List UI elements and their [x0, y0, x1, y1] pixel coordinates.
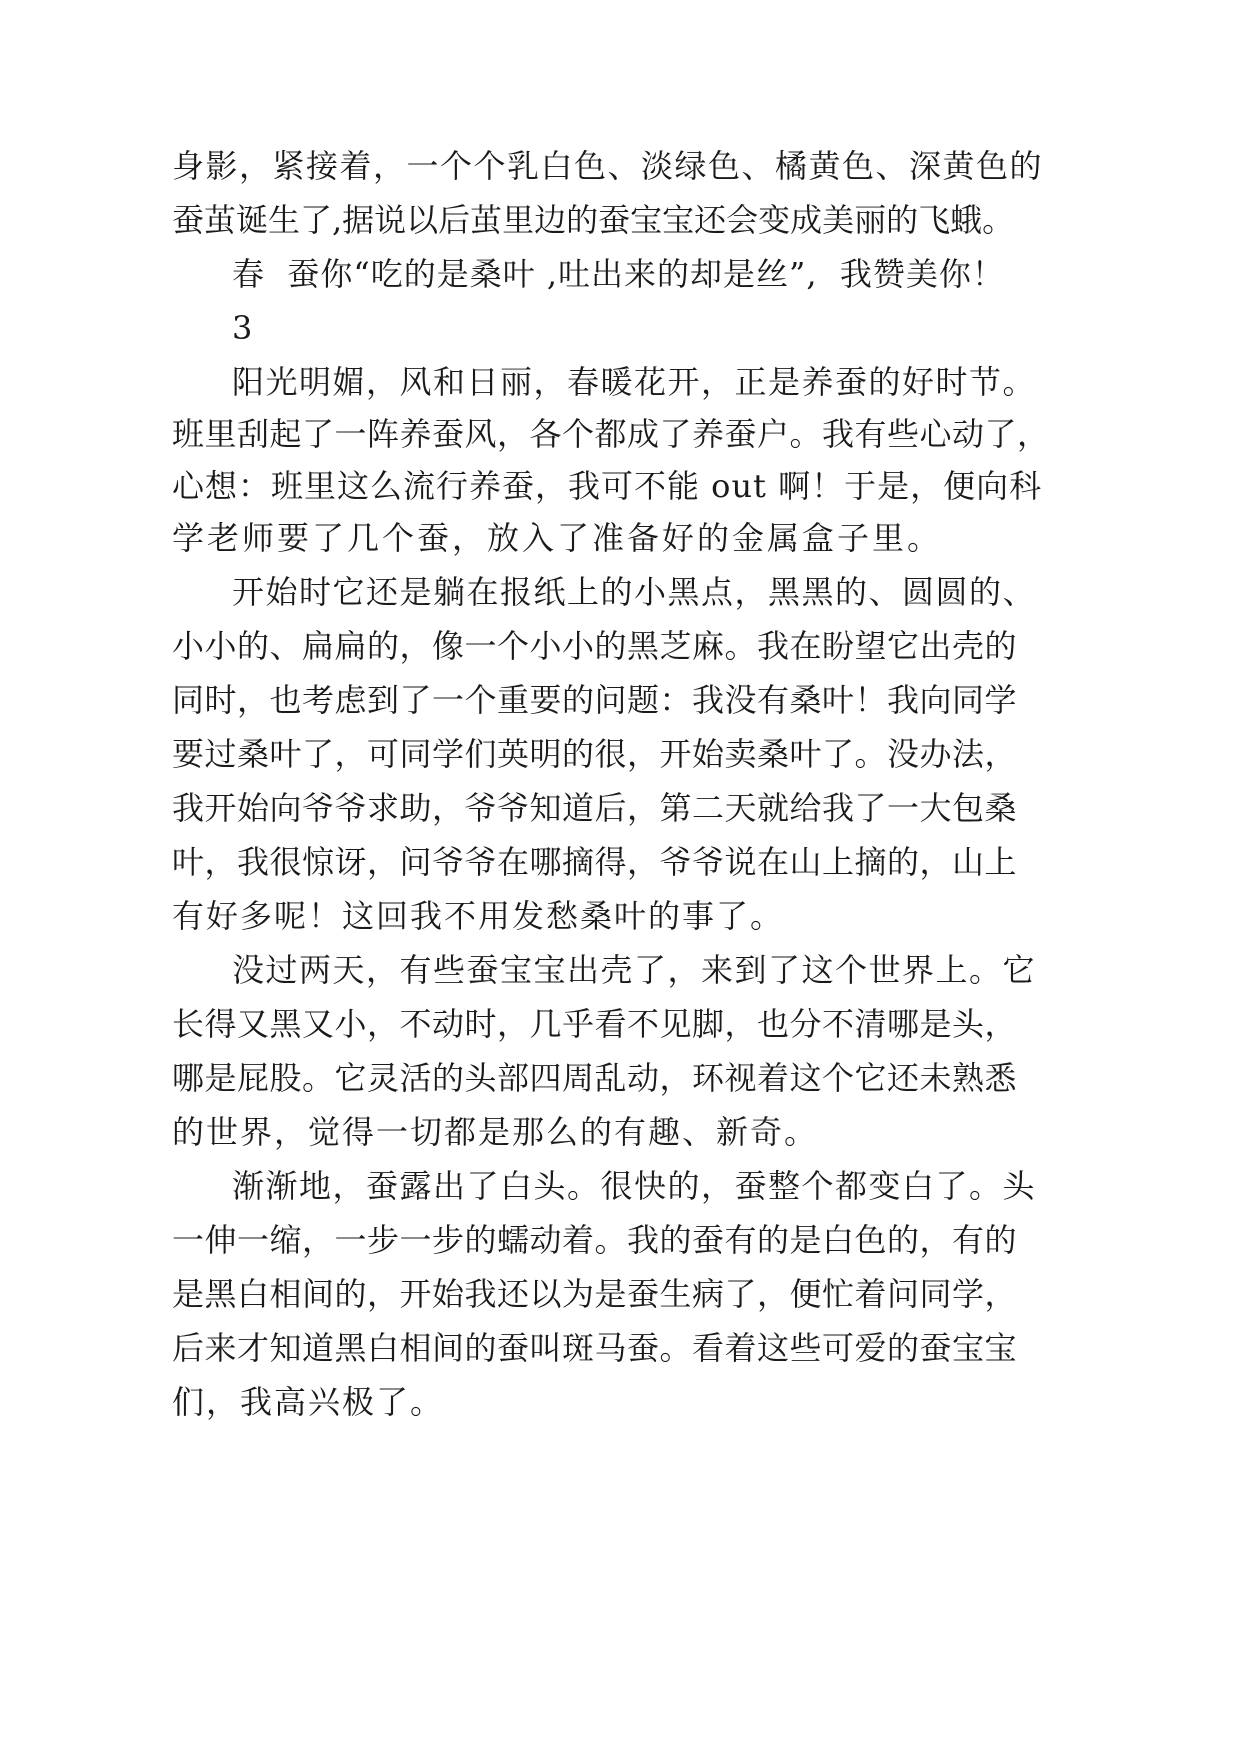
text-line: 春 蚕你“吃的是桑叶 ,吐出来的却是丝”, 我赞美你！ [232, 255, 1005, 293]
paragraph-first-line: 没过两天，有些蚕宝宝出壳了，来到了这个世界上。它 [232, 951, 1037, 989]
paragraph-first-line: 渐渐地，蚕露出了白头。很快的，蚕整个都变白了。头 [232, 1167, 1037, 1205]
text-line: 叶，我很惊讶，问爷爷在哪摘得，爷爷说在山上摘的，山上 [172, 843, 1018, 881]
text-line: 我开始向爷爷求助，爷爷知道后，第二天就给我了一大包桑 [172, 789, 1018, 827]
text-line: 心想：班里这么流行养蚕，我可不能 out 啊！于是，便向科 [172, 467, 1043, 505]
text-line: 有好多呢！这回我不用发愁桑叶的事了。 [172, 897, 785, 935]
text-line: 们，我高兴极了。 [172, 1383, 445, 1421]
text-line: 同时，也考虑到了一个重要的问题：我没有桑叶！我向同学 [172, 681, 1018, 719]
text-line: 身影，紧接着，一个个乳白色、淡绿色、橘黄色、深黄色的 [172, 147, 1044, 185]
paragraph-first-line: 阳光明媚，风和日丽，春暖花开，正是养蚕的好时节。 [232, 363, 1037, 401]
text-line: 要过桑叶了，可同学们英明的很，开始卖桑叶了。没办法， [172, 735, 1018, 773]
text-line: 蚕茧诞生了,据说以后茧里边的蚕宝宝还会变成美丽的飞蛾。 [172, 201, 1015, 239]
text-line: 小小的、扁扁的，像一个小小的黑芝麻。我在盼望它出壳的 [172, 627, 1018, 665]
paragraph-first-line: 开始时它还是躺在报纸上的小黑点，黑黑的、圆圆的、 [232, 573, 1037, 611]
text-line: 班里刮起了一阵养蚕风，各个都成了养蚕户。我有些心动了， [172, 415, 1050, 453]
page-marker: 3 [232, 309, 253, 347]
text-line: 哪是屁股。它灵活的头部四周乱动，环视着这个它还未熟悉 [172, 1059, 1018, 1097]
text-line: 的世界，觉得一切都是那么的有趣、新奇。 [172, 1113, 819, 1151]
text-line: 长得又黑又小，不动时，几乎看不见脚，也分不清哪是头， [172, 1005, 1018, 1043]
text-line: 学老师要了几个蚕，放入了准备好的金属盒子里。 [172, 519, 943, 557]
text-line: 是黑白相间的，开始我还以为是蚕生病了，便忙着问同学， [172, 1275, 1018, 1313]
text-line: 后来才知道黑白相间的蚕叫斑马蚕。看着这些可爱的蚕宝宝 [172, 1329, 1018, 1367]
text-line: 一伸一缩，一步一步的蠕动着。我的蚕有的是白色的，有的 [172, 1221, 1018, 1259]
